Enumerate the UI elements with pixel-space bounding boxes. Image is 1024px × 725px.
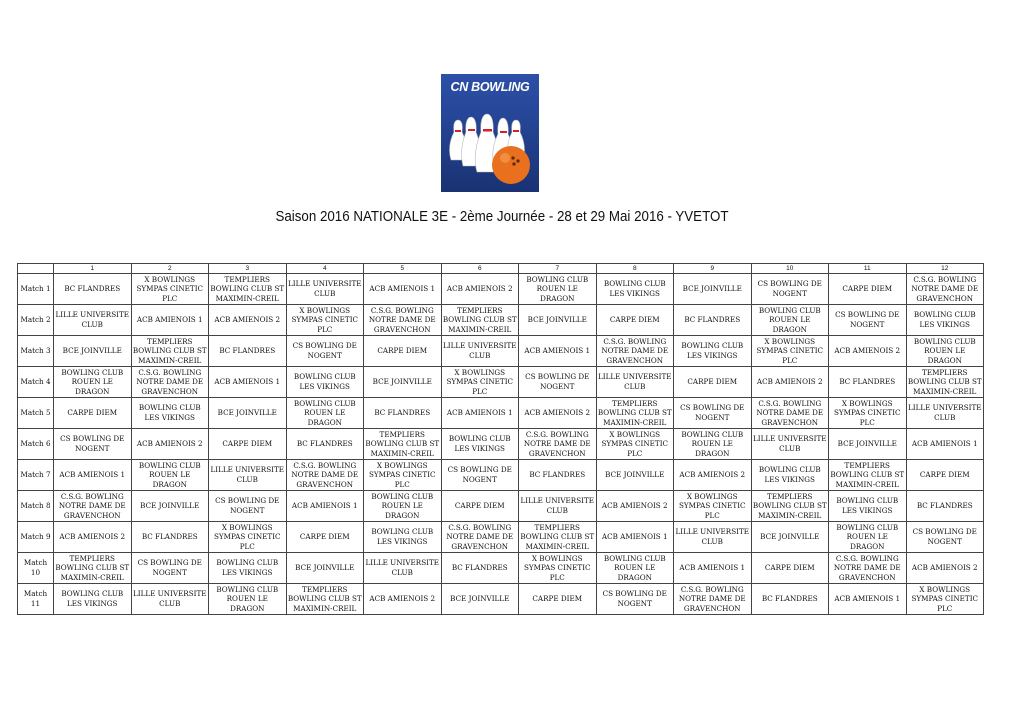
team-cell: C.S.G. BOWLING NOTRE DAME DE GRAVENCHON <box>906 274 984 305</box>
team-cell: TEMPLIERS BOWLING CLUB ST MAXIMIN-CREIL <box>442 305 517 334</box>
team-cell: BCE JOINVILLE <box>54 336 132 367</box>
team-cell: BOWLING CLUB ROUEN LE DRAGON <box>364 491 442 522</box>
team-cell: BCE JOINVILLE <box>674 274 752 305</box>
table-row <box>18 367 984 398</box>
page-title: Saison 2016 NATIONALE 3E - 2ème Journée - 28 et 29 Mai 2016 - YVETOT <box>275 209 729 225</box>
team-cell: CARPE DIEM <box>364 336 442 367</box>
team-cell: BC FLANDRES <box>209 336 287 367</box>
team-cell: CS BOWLING DE NOGENT <box>54 429 132 460</box>
team-cell: ACB AMIENOIS 1 <box>131 305 209 336</box>
team-cell: CARPE DIEM <box>829 274 907 305</box>
team-cell: TEMPLIERS BOWLING CLUB ST MAXIMIN-CREIL <box>907 367 982 396</box>
team-cell: ACB AMIENOIS 2 <box>54 522 132 553</box>
team-cell: ACB AMIENOIS 2 <box>906 553 984 584</box>
team-cell: BOWLING CLUB LES VIKINGS <box>829 491 907 522</box>
team-cell: BOWLING CLUB LES VIKINGS <box>286 367 364 398</box>
column-header: 4 <box>286 264 364 274</box>
team-cell: BCE JOINVILLE <box>441 584 519 615</box>
column-header: 10 <box>751 264 829 274</box>
team-cell: BOWLING CLUB ROUEN LE DRAGON <box>906 336 984 367</box>
team-cell: LILLE UNIVERSITE CLUB <box>441 336 519 367</box>
table-row <box>18 305 984 336</box>
team-cell: C.S.G. BOWLING NOTRE DAME DE GRAVENCHON <box>131 367 209 398</box>
team-cell: CARPE DIEM <box>906 460 984 491</box>
column-header: 1 <box>54 264 132 274</box>
team-cell: X BOWLINGS SYMPAS CINETIC PLC <box>209 522 287 553</box>
team-cell: TEMPLIERS BOWLING CLUB ST MAXIMIN-CREIL <box>830 460 905 489</box>
bowling-pins-icon <box>441 74 539 192</box>
team-cell: LILLE UNIVERSITE CLUB <box>54 305 132 336</box>
table-row <box>18 429 984 460</box>
team-cell: BOWLING CLUB ROUEN LE DRAGON <box>286 398 364 429</box>
match-label: Match 2 <box>18 305 54 336</box>
column-header: 12 <box>906 264 984 274</box>
team-cell: C.S.G. BOWLING NOTRE DAME DE GRAVENCHON <box>674 584 752 615</box>
team-cell: ACB AMIENOIS 2 <box>596 491 674 522</box>
team-cell: BCE JOINVILLE <box>751 522 829 553</box>
team-cell: TEMPLIERS BOWLING CLUB ST MAXIMIN-CREIL <box>55 553 130 582</box>
table-row <box>18 491 984 522</box>
match-label: Match 10 <box>18 553 54 584</box>
team-cell: LILLE UNIVERSITE CLUB <box>364 553 442 584</box>
team-cell: BOWLING CLUB LES VIKINGS <box>674 336 752 367</box>
team-cell: BOWLING CLUB ROUEN LE DRAGON <box>596 553 674 584</box>
team-cell: LILLE UNIVERSITE CLUB <box>674 522 752 553</box>
team-cell: ACB AMIENOIS 2 <box>209 305 287 336</box>
team-cell: BC FLANDRES <box>131 522 209 553</box>
team-cell: CS BOWLING DE NOGENT <box>829 305 907 336</box>
schedule-body <box>18 274 984 615</box>
team-cell: BCE JOINVILLE <box>209 398 287 429</box>
team-cell: BCE JOINVILLE <box>829 429 907 460</box>
team-cell: ACB AMIENOIS 2 <box>519 398 597 429</box>
team-cell: BC FLANDRES <box>906 491 984 522</box>
team-cell: X BOWLINGS SYMPAS CINETIC PLC <box>519 553 597 584</box>
team-cell: X BOWLINGS SYMPAS CINETIC PLC <box>674 491 752 522</box>
team-cell: BOWLING CLUB ROUEN LE DRAGON <box>674 429 752 460</box>
column-header: 8 <box>596 264 674 274</box>
team-cell: BOWLING CLUB LES VIKINGS <box>131 398 209 429</box>
column-header: 7 <box>519 264 597 274</box>
team-cell: BOWLING CLUB LES VIKINGS <box>54 584 132 615</box>
team-cell: CS BOWLING DE NOGENT <box>596 584 674 615</box>
table-row <box>18 553 984 584</box>
team-cell: X BOWLINGS SYMPAS CINETIC PLC <box>131 274 209 305</box>
team-cell: ACB AMIENOIS 2 <box>131 429 209 460</box>
column-header: 11 <box>829 264 907 274</box>
column-header: 9 <box>674 264 752 274</box>
team-cell: BCE JOINVILLE <box>131 491 209 522</box>
team-cell: CARPE DIEM <box>519 584 597 615</box>
table-row <box>18 522 984 553</box>
column-header: 5 <box>364 264 442 274</box>
team-cell: TEMPLIERS BOWLING CLUB ST MAXIMIN-CREIL <box>597 398 672 427</box>
team-cell: BC FLANDRES <box>286 429 364 460</box>
team-cell: TEMPLIERS BOWLING CLUB ST MAXIMIN-CREIL <box>132 336 207 365</box>
team-cell: BOWLING CLUB ROUEN LE DRAGON <box>829 522 907 553</box>
team-cell: CARPE DIEM <box>441 491 519 522</box>
team-cell: BCE JOINVILLE <box>364 367 442 398</box>
team-cell: X BOWLINGS SYMPAS CINETIC PLC <box>441 367 519 398</box>
table-row <box>18 584 984 615</box>
match-label: Match 11 <box>18 584 54 615</box>
team-cell: LILLE UNIVERSITE CLUB <box>596 367 674 398</box>
team-cell: ACB AMIENOIS 1 <box>209 367 287 398</box>
team-cell: TEMPLIERS BOWLING CLUB ST MAXIMIN-CREIL <box>520 522 595 551</box>
team-cell: CS BOWLING DE NOGENT <box>441 460 519 491</box>
header-row <box>18 264 984 274</box>
team-cell: BCE JOINVILLE <box>286 553 364 584</box>
team-cell: TEMPLIERS BOWLING CLUB ST MAXIMIN-CREIL <box>210 274 285 303</box>
column-header: 3 <box>209 264 287 274</box>
team-cell: CS BOWLING DE NOGENT <box>286 336 364 367</box>
match-label: Match 7 <box>18 460 54 491</box>
team-cell: BC FLANDRES <box>829 367 907 398</box>
team-cell: TEMPLIERS BOWLING CLUB ST MAXIMIN-CREIL <box>287 584 362 613</box>
team-cell: ACB AMIENOIS 2 <box>441 274 519 305</box>
team-cell: LILLE UNIVERSITE CLUB <box>131 584 209 615</box>
team-cell: LILLE UNIVERSITE CLUB <box>519 491 597 522</box>
team-cell: X BOWLINGS SYMPAS CINETIC PLC <box>364 460 442 491</box>
team-cell: CS BOWLING DE NOGENT <box>131 553 209 584</box>
match-label: Match 4 <box>18 367 54 398</box>
team-cell: CARPE DIEM <box>751 553 829 584</box>
team-cell: ACB AMIENOIS 1 <box>674 553 752 584</box>
team-cell: X BOWLINGS SYMPAS CINETIC PLC <box>286 305 364 336</box>
column-header: 6 <box>441 264 519 274</box>
team-cell: BC FLANDRES <box>519 460 597 491</box>
table-row <box>18 336 984 367</box>
team-cell: ACB AMIENOIS 1 <box>364 274 442 305</box>
team-cell: BOWLING CLUB ROUEN LE DRAGON <box>751 305 829 336</box>
team-cell: TEMPLIERS BOWLING CLUB ST MAXIMIN-CREIL <box>365 429 440 458</box>
team-cell: CARPE DIEM <box>674 367 752 398</box>
team-cell: BOWLING CLUB LES VIKINGS <box>751 460 829 491</box>
team-cell: BOWLING CLUB LES VIKINGS <box>441 429 519 460</box>
team-cell: ACB AMIENOIS 1 <box>441 398 519 429</box>
team-cell: LILLE UNIVERSITE CLUB <box>209 460 287 491</box>
schedule-table <box>17 263 984 615</box>
team-cell: X BOWLINGS SYMPAS CINETIC PLC <box>751 336 829 367</box>
team-cell: BC FLANDRES <box>751 584 829 615</box>
team-cell: TEMPLIERS BOWLING CLUB ST MAXIMIN-CREIL <box>752 491 827 520</box>
team-cell: X BOWLINGS SYMPAS CINETIC PLC <box>906 584 984 615</box>
team-cell: BOWLING CLUB LES VIKINGS <box>364 522 442 553</box>
team-cell: BCE JOINVILLE <box>596 460 674 491</box>
cn-bowling-logo <box>441 74 539 192</box>
team-cell: C.S.G. BOWLING NOTRE DAME DE GRAVENCHON <box>364 305 442 336</box>
team-cell: BC FLANDRES <box>441 553 519 584</box>
team-cell: BOWLING CLUB LES VIKINGS <box>209 553 287 584</box>
team-cell: C.S.G. BOWLING NOTRE DAME DE GRAVENCHON <box>829 553 907 584</box>
table-row <box>18 274 984 305</box>
team-cell: C.S.G. BOWLING NOTRE DAME DE GRAVENCHON <box>54 491 132 522</box>
team-cell: BC FLANDRES <box>54 274 132 305</box>
team-cell: ACB AMIENOIS 1 <box>906 429 984 460</box>
table-row <box>18 398 984 429</box>
team-cell: BC FLANDRES <box>364 398 442 429</box>
logo-text: CN BOWLING <box>450 80 530 94</box>
table-row <box>18 460 984 491</box>
team-cell: BC FLANDRES <box>674 305 752 336</box>
team-cell: BOWLING CLUB ROUEN LE DRAGON <box>54 367 132 398</box>
team-cell: X BOWLINGS SYMPAS CINETIC PLC <box>829 398 907 429</box>
team-cell: C.S.G. BOWLING NOTRE DAME DE GRAVENCHON <box>441 522 519 553</box>
team-cell: BOWLING CLUB ROUEN LE DRAGON <box>131 460 209 491</box>
team-cell: CS BOWLING DE NOGENT <box>519 367 597 398</box>
match-label: Match 9 <box>18 522 54 553</box>
match-label: Match 3 <box>18 336 54 367</box>
team-cell: CS BOWLING DE NOGENT <box>906 522 984 553</box>
team-cell: LILLE UNIVERSITE CLUB <box>286 274 364 305</box>
team-cell: ACB AMIENOIS 2 <box>829 336 907 367</box>
team-cell: ACB AMIENOIS 2 <box>674 460 752 491</box>
team-cell: CARPE DIEM <box>596 305 674 336</box>
team-cell: ACB AMIENOIS 1 <box>519 336 597 367</box>
team-cell: ACB AMIENOIS 1 <box>54 460 132 491</box>
team-cell: BCE JOINVILLE <box>519 305 597 336</box>
team-cell: CARPE DIEM <box>54 398 132 429</box>
team-cell: C.S.G. BOWLING NOTRE DAME DE GRAVENCHON <box>286 460 364 491</box>
team-cell: CS BOWLING DE NOGENT <box>674 398 752 429</box>
team-cell: LILLE UNIVERSITE CLUB <box>751 429 829 460</box>
team-cell: BOWLING CLUB LES VIKINGS <box>596 274 674 305</box>
match-label: Match 1 <box>18 274 54 305</box>
team-cell: C.S.G. BOWLING NOTRE DAME DE GRAVENCHON <box>751 398 829 429</box>
team-cell: BOWLING CLUB ROUEN LE DRAGON <box>209 584 287 615</box>
team-cell: ACB AMIENOIS 2 <box>364 584 442 615</box>
match-label: Match 8 <box>18 491 54 522</box>
column-header: 2 <box>131 264 209 274</box>
team-cell: BOWLING CLUB LES VIKINGS <box>906 305 984 336</box>
team-cell: CS BOWLING DE NOGENT <box>751 274 829 305</box>
match-label: Match 5 <box>18 398 54 429</box>
team-cell: BOWLING CLUB ROUEN LE DRAGON <box>519 274 597 305</box>
match-label: Match 6 <box>18 429 54 460</box>
team-cell: ACB AMIENOIS 1 <box>596 522 674 553</box>
team-cell: ACB AMIENOIS 1 <box>829 584 907 615</box>
team-cell: C.S.G. BOWLING NOTRE DAME DE GRAVENCHON <box>519 429 597 460</box>
team-cell: CARPE DIEM <box>209 429 287 460</box>
corner-cell <box>18 264 54 274</box>
team-cell: CARPE DIEM <box>286 522 364 553</box>
team-cell: ACB AMIENOIS 1 <box>286 491 364 522</box>
team-cell: C.S.G. BOWLING NOTRE DAME DE GRAVENCHON <box>596 336 674 367</box>
team-cell: ACB AMIENOIS 2 <box>751 367 829 398</box>
team-cell: LILLE UNIVERSITE CLUB <box>906 398 984 429</box>
team-cell: X BOWLINGS SYMPAS CINETIC PLC <box>596 429 674 460</box>
team-cell: CS BOWLING DE NOGENT <box>209 491 287 522</box>
